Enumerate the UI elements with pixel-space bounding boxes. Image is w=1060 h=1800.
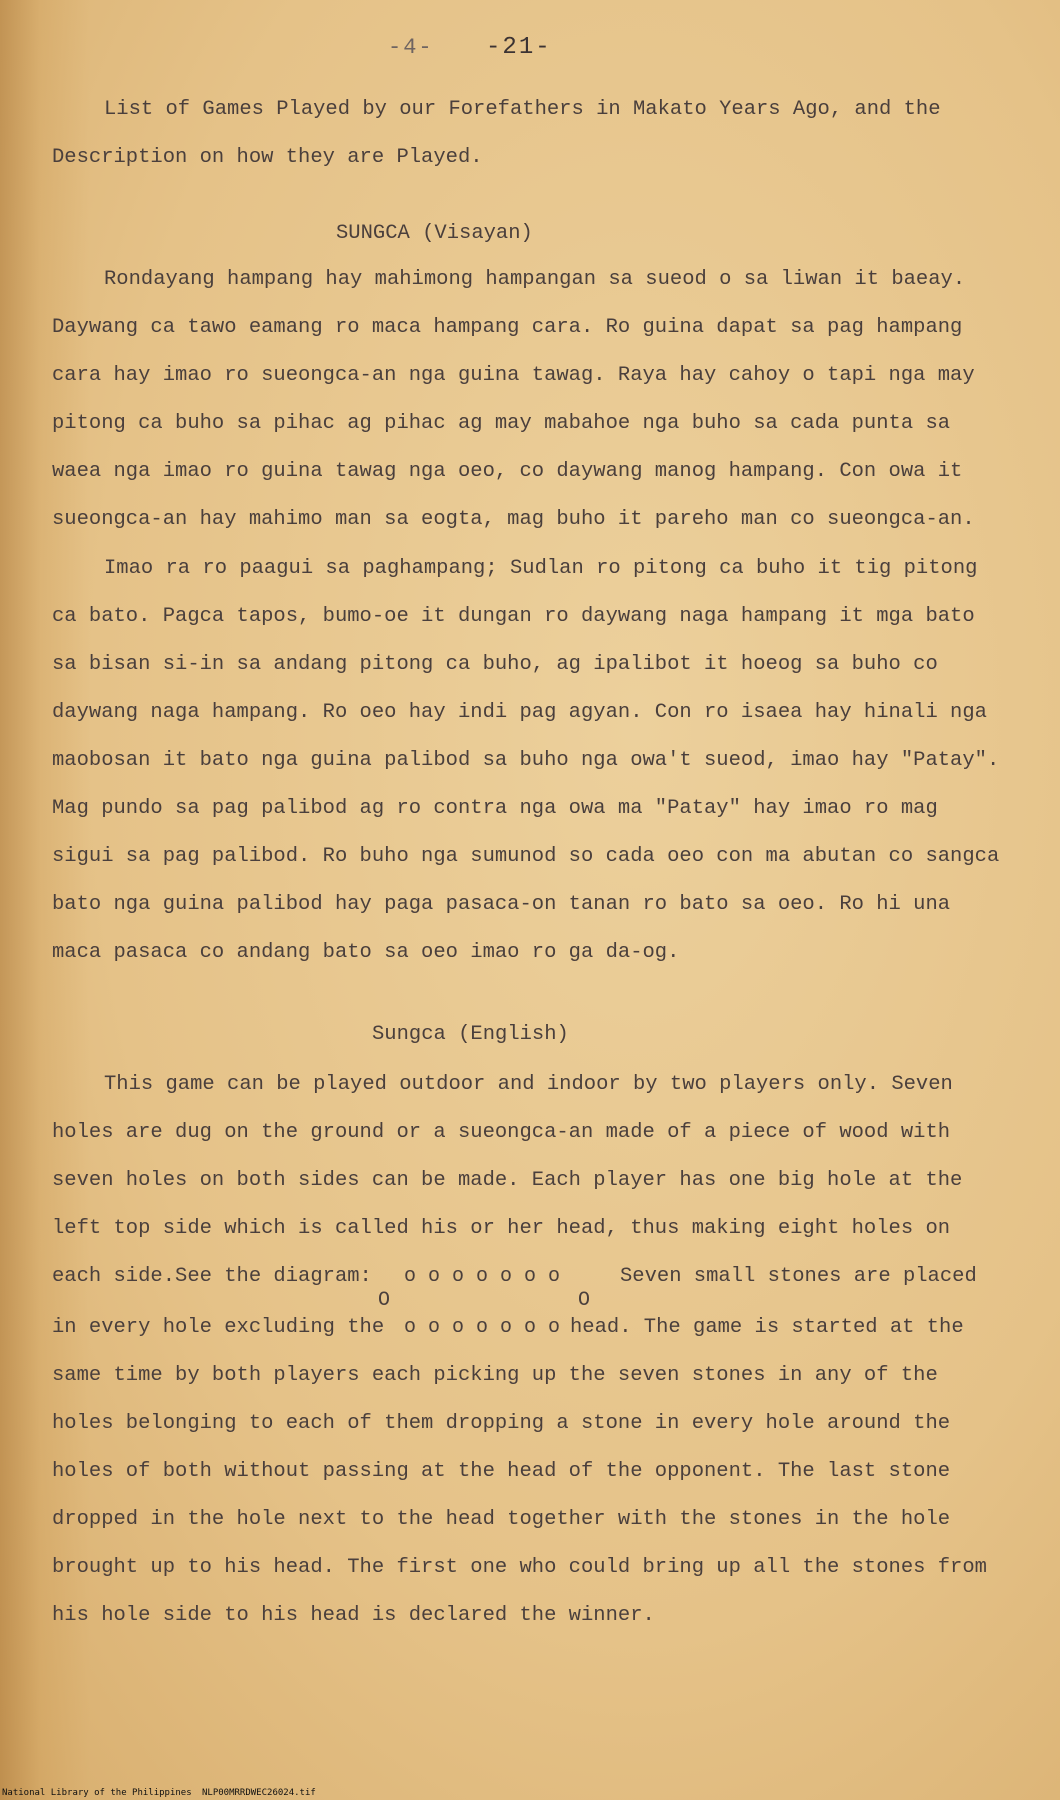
visayan-line: bato nga guina palibod hay paga pasaca-on tanan ro bato sa oeo. Ro hi una [52, 893, 951, 916]
english-line: dropped in the hole next to the head together with the stones in the hole [52, 1508, 951, 1531]
visayan-line: pitong ca buho sa pihac ag pihac ag may mabahoe nga buho sa cada punta sa [52, 412, 951, 435]
diagram-head-right: O [578, 1289, 591, 1312]
visayan-line: daywang naga hampang. Ro oeo hay indi pag agyan. Con ro isaea hay hinali nga [52, 701, 987, 724]
diagram-row2-prefix: in every hole excluding the [52, 1316, 385, 1339]
visayan-line: ca bato. Pagca tapos, bumo-oe it dungan ro daywang naga hampang it mga bato [52, 605, 975, 628]
visayan-line: sueongca-an hay mahimo man sa eogta, mag buho it pareho man co sueongca-an. [52, 508, 975, 531]
visayan-line: Rondayang hampang hay mahimong hampangan sa sueod o sa liwan it baeay. [104, 268, 966, 291]
diagram-line-suffix: Seven small stones are placed [620, 1265, 977, 1288]
visayan-line: waea nga imao ro guina tawag nga oeo, co daywang manog hampang. Con owa it [52, 460, 963, 483]
visayan-line: sa bisan si-in sa andang pitong ca buho, ag ipalibot it hoeog sa buho co [52, 653, 938, 676]
diagram-top-row: o o o o o o o [404, 1265, 561, 1288]
english-line: same time by both players each picking up the seven stones in any of the [52, 1364, 938, 1387]
current-page-number: -21- [486, 34, 552, 61]
english-line: his hole side to his head is declared the winner. [52, 1604, 655, 1627]
footer-file-id: NLP00MRRDWEC26024.tif [202, 1788, 316, 1798]
visayan-line: Mag pundo sa pag palibod ag ro contra nga owa ma "Patay" hay imao ro mag [52, 797, 938, 820]
visayan-line: sigui sa pag palibod. Ro buho nga sumunod so cada oeo con ma abutan co sangca [52, 845, 1000, 868]
visayan-line: cara hay imao ro sueongca-an nga guina tawag. Raya hay cahoy o tapi nga may [52, 364, 975, 387]
crossed-page-number: -4- [388, 35, 434, 60]
diagram-line-prefix: each side.See the diagram: [52, 1265, 372, 1288]
english-line: holes of both without passing at the head of the opponent. The last stone [52, 1460, 951, 1483]
english-line: brought up to his head. The first one who could bring up all the stones from [52, 1556, 987, 1579]
english-line: seven holes on both sides can be made. Each player has one big hole at the [52, 1169, 963, 1192]
english-line: holes belonging to each of them dropping a stone in every hole around the [52, 1412, 951, 1435]
diagram-head-left: O [378, 1289, 391, 1312]
section-heading-english: Sungca (English) [372, 1023, 569, 1046]
visayan-line: Imao ra ro paagui sa paghampang; Sudlan ro pitong ca buho it tig pitong [104, 557, 978, 580]
footer-library: National Library of the Philippines [2, 1788, 192, 1798]
section-heading-visayan: SUNGCA (Visayan) [336, 222, 533, 245]
title-line-2: Description on how they are Played. [52, 146, 483, 169]
title-line-1: List of Games Played by our Forefathers in Makato Years Ago, and the [104, 98, 941, 121]
page-number [388, 34, 552, 61]
visayan-line: maca pasaca co andang bato sa oeo imao ro ga da-og. [52, 941, 680, 964]
diagram-bottom-row: o o o o o o o [404, 1316, 561, 1339]
english-line: left top side which is called his or her head, thus making eight holes on [52, 1217, 951, 1240]
english-line: holes are dug on the ground or a sueongca-an made of a piece of wood with [52, 1121, 951, 1144]
visayan-line: maobosan it bato nga guina palibod sa buho nga owa't sueod, imao hay "Patay". [52, 749, 1000, 772]
diagram-row2-suffix: head. The game is started at the [570, 1316, 964, 1339]
english-line: This game can be played outdoor and indoor by two players only. Seven [104, 1073, 953, 1096]
visayan-line: Daywang ca tawo eamang ro maca hampang cara. Ro guina dapat sa pag hampang [52, 316, 963, 339]
